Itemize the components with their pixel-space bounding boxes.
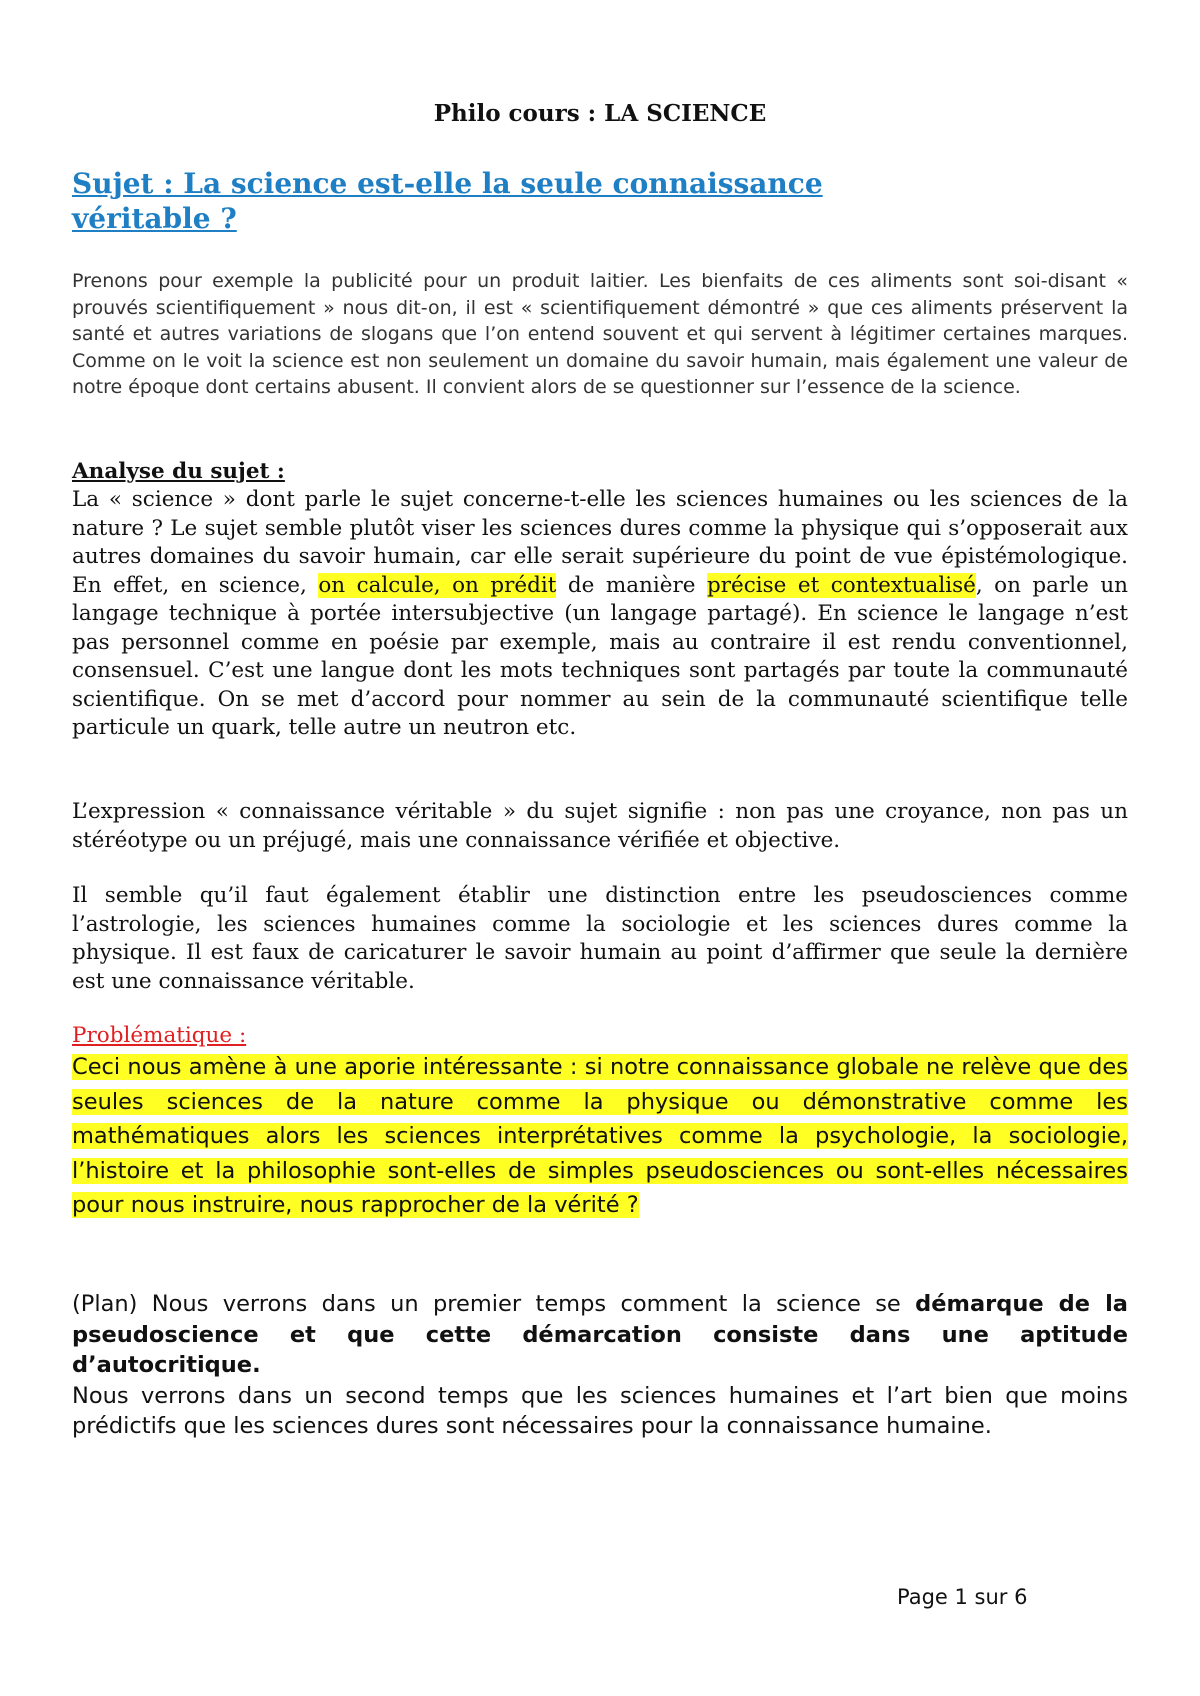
analyse-text-2: de manière	[556, 572, 707, 598]
document-title: Philo cours : LA SCIENCE	[433, 100, 767, 127]
page-number: Page 1 sur 6	[897, 1585, 1028, 1609]
plan-text-1: (Plan) Nous verrons dans un premier temps comment la science se	[72, 1291, 916, 1317]
problematique-paragraph	[72, 1050, 1128, 1223]
plan-text-2: Nous verrons dans un second temps que les sciences humaines et l’art bien que moins prédictifs que les sciences dures sont nécessaires pour la connaissance humaine.	[72, 1382, 1128, 1439]
problematique-heading: Problématique :	[72, 1023, 247, 1048]
highlight-precise: précise et contextualisé	[706, 572, 976, 598]
plan-bold-text: démarque de la pseudoscience et que cette démarcation consiste dans une aptitude d’autocritique.	[72, 1291, 1128, 1378]
highlight-calcule: on calcule, on prédit	[318, 572, 557, 598]
plan-paragraph	[72, 1289, 1128, 1442]
analyse-text-3: , on parle un langage technique à portée intersubjective (un langage partagé). En science le langage n’est pas personnel comme en poésie par exemple, mais au contraire il est rendu conventionnel, consensuel. C’est une langue dont les mots techniques sont partagés par toute la communauté scientifique. On se met d’accord pour nommer au sein de la communauté scientifique telle particule un quark, telle autre un neutron etc.	[72, 572, 1129, 740]
intro-paragraph: Prenons pour exemple la publicité pour un produit laitier. Les bienfaits de ces aliments sont soi-disant « prouvés scientifiquement » nous dit-on, il est « scientifiquement démontré » que ces aliments préservent la santé et autres variations de slogans que l’on entend souvent et qui servent à légitimer certaines marques. Comme on le voit la science est non seulement un domaine du savoir humain, mais également une valeur de notre époque dont certains abusent. Il convient alors de se questionner sur l’essence de la science.	[72, 270, 1128, 399]
distinction-paragraph: Il semble qu’il faut également établir une distinction entre les pseudosciences comme l’astrologie, les sciences humaines comme la sociologie et les sciences dures comme la physique. Il est faux de caricaturer le savoir humain au point d’affirmer que seule la dernière est une connaissance véritable.	[72, 883, 1128, 994]
analyse-text-1: La « science » dont parle le sujet concerne-t-elle les sciences humaines ou les sciences de la nature ? Le sujet semble plutôt viser les sciences dures comme la physique qui s’opposerait aux autres domaines du savoir humain, car elle serait supérieure du point de vue épistémologique. En effet, en science,	[72, 487, 1128, 598]
subject-heading	[72, 166, 972, 236]
expression-paragraph: L’expression « connaissance véritable » du sujet signifie : non pas une croyance, non pas un stéréotype ou un préjugé, mais une connaissance vérifiée et objective.	[72, 799, 1128, 853]
problematique-highlight: Ceci nous amène à une aporie intéressante : si notre connaissance globale ne relève que des seules sciences de la nature comme la physique ou démonstrative comme les mathématiques alors les sciences interprétatives comme la psychologie, la sociologie, l’histoire et la philosophie sont-elles de simples pseudosciences ou sont-elles nécessaires pour nous instruire, nous rapprocher de la vérité ?	[72, 1054, 1128, 1218]
subject-line-1: Sujet : La science est-elle la seule connaissance	[72, 167, 823, 200]
subject-line-2: véritable ?	[72, 202, 237, 235]
analyse-paragraph	[72, 486, 1128, 743]
analyse-heading: Analyse du sujet :	[72, 459, 285, 484]
